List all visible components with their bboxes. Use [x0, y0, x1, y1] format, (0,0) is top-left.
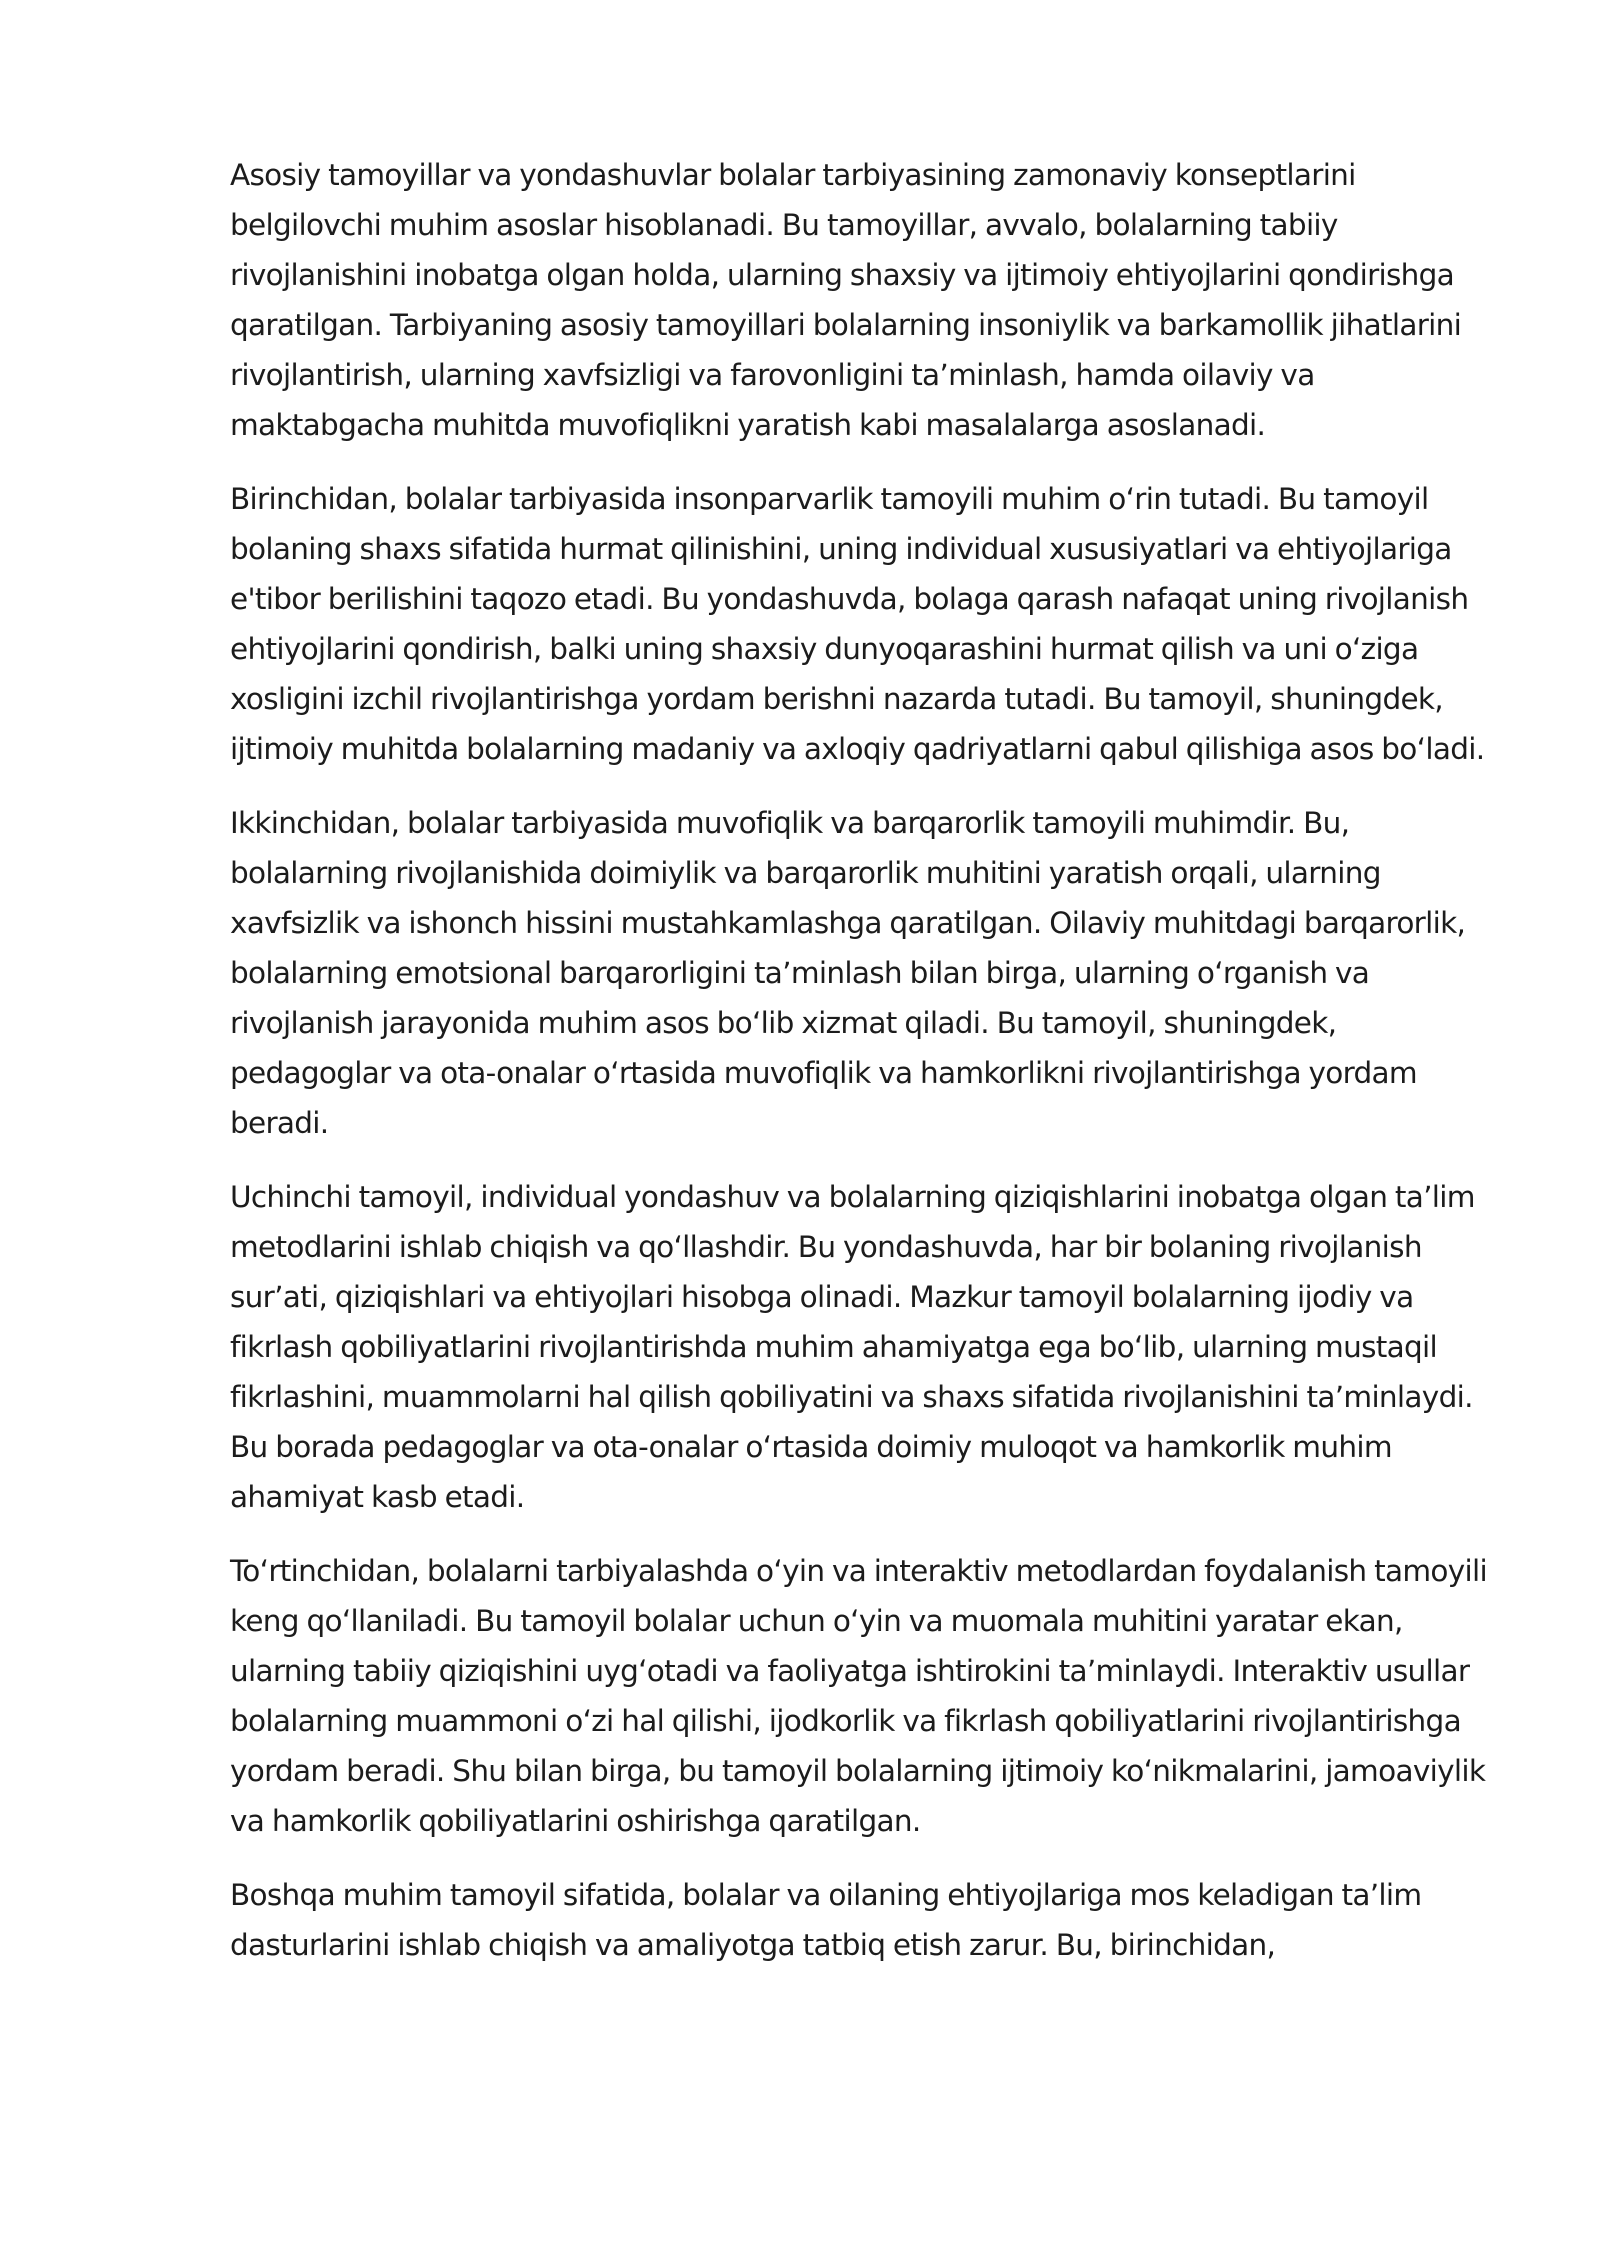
document-body	[230, 150, 1498, 1994]
paragraph-2: Birinchidan, bolalar tarbiyasida insonparvarlik tamoyili muhim oʻrin tutadi. Bu tamoyil bolaning shaxs sifatida hurmat qilinishini, uning individual xususiyatlari va ehtiyojlariga e'tibor berilishini taqozo etadi. Bu yondashuvda, bolaga qarash nafaqat uning rivojlanish ehtiyojlarini qondirish, balki uning shaxsiy dunyoqarashini hurmat qilish va uni oʻziga xosligini izchil rivojlantirishga yordam berishni nazarda tutadi. Bu tamoyil, shuningdek, ijtimoiy muhitda bolalarning madaniy va axloqiy qadriyatlarni qabul qilishiga asos boʻladi.	[230, 482, 1485, 766]
paragraph-1: Asosiy tamoyillar va yondashuvlar bolalar tarbiyasining zamonaviy konseptlarini belgilovchi muhim asoslar hisoblanadi. Bu tamoyillar, avvalo, bolalarning tabiiy rivojlanishini inobatga olgan holda, ularning shaxsiy va ijtimoiy ehtiyojlarini qondirishga qaratilgan. Tarbiyaning asosiy tamoyillari bolalarning insoniylik va barkamollik jihatlarini rivojlantirish, ularning xavfsizligi va farovonligini ta’minlash, hamda oilaviy va maktabgacha muhitda muvofiqlikni yaratish kabi masalalarga asoslanadi.	[230, 158, 1462, 442]
paragraph-4: Uchinchi tamoyil, individual yondashuv va bolalarning qiziqishlarini inobatga olgan ta’lim metodlarini ishlab chiqish va qoʻllashdir. Bu yondashuvda, har bir bolaning rivojlanish sur’ati, qiziqishlari va ehtiyojlari hisobga olinadi. Mazkur tamoyil bolalarning ijodiy va fikrlash qobiliyatlarini rivojlantirishda muhim ahamiyatga ega boʻlib, ularning mustaqil fikrlashini, muammolarni hal qilish qobiliyatini va shaxs sifatida rivojlanishini ta’minlaydi. Bu borada pedagoglar va ota-onalar oʻrtasida doimiy muloqot va hamkorlik muhim ahamiyat kasb etadi.	[230, 1180, 1475, 1514]
paragraph-5: Toʻrtinchidan, bolalarni tarbiyalashda oʻyin va interaktiv metodlardan foydalanish tamoyili keng qoʻllaniladi. Bu tamoyil bolalar uchun oʻyin va muomala muhitini yaratar ekan, ularning tabiiy qiziqishini uygʻotadi va faoliyatga ishtirokini ta’minlaydi. Interaktiv usullar bolalarning muammoni oʻzi hal qilishi, ijodkorlik va fikrlash qobiliyatlarini rivojlantirishga yordam beradi. Shu bilan birga, bu tamoyil bolalarning ijtimoiy koʻnikmalarini, jamoaviylik va hamkorlik qobiliyatlarini oshirishga qaratilgan.	[230, 1554, 1487, 1838]
paragraph-3: Ikkinchidan, bolalar tarbiyasida muvofiqlik va barqarorlik tamoyili muhimdir. Bu, bolalarning rivojlanishida doimiylik va barqarorlik muhitini yaratish orqali, ularning xavfsizlik va ishonch hissini mustahkamlashga qaratilgan. Oilaviy muhitdagi barqarorlik, bolalarning emotsional barqarorligini ta’minlash bilan birga, ularning oʻrganish va rivojlanish jarayonida muhim asos boʻlib xizmat qiladi. Bu tamoyil, shuningdek, pedagoglar va ota-onalar oʻrtasida muvofiqlik va hamkorlikni rivojlantirishga yordam beradi.	[230, 806, 1466, 1140]
paragraph-6: Boshqa muhim tamoyil sifatida, bolalar va oilaning ehtiyojlariga mos keladigan ta’lim dasturlarini ishlab chiqish va amaliyotga tatbiq etish zarur. Bu, birinchidan,	[230, 1878, 1422, 1962]
